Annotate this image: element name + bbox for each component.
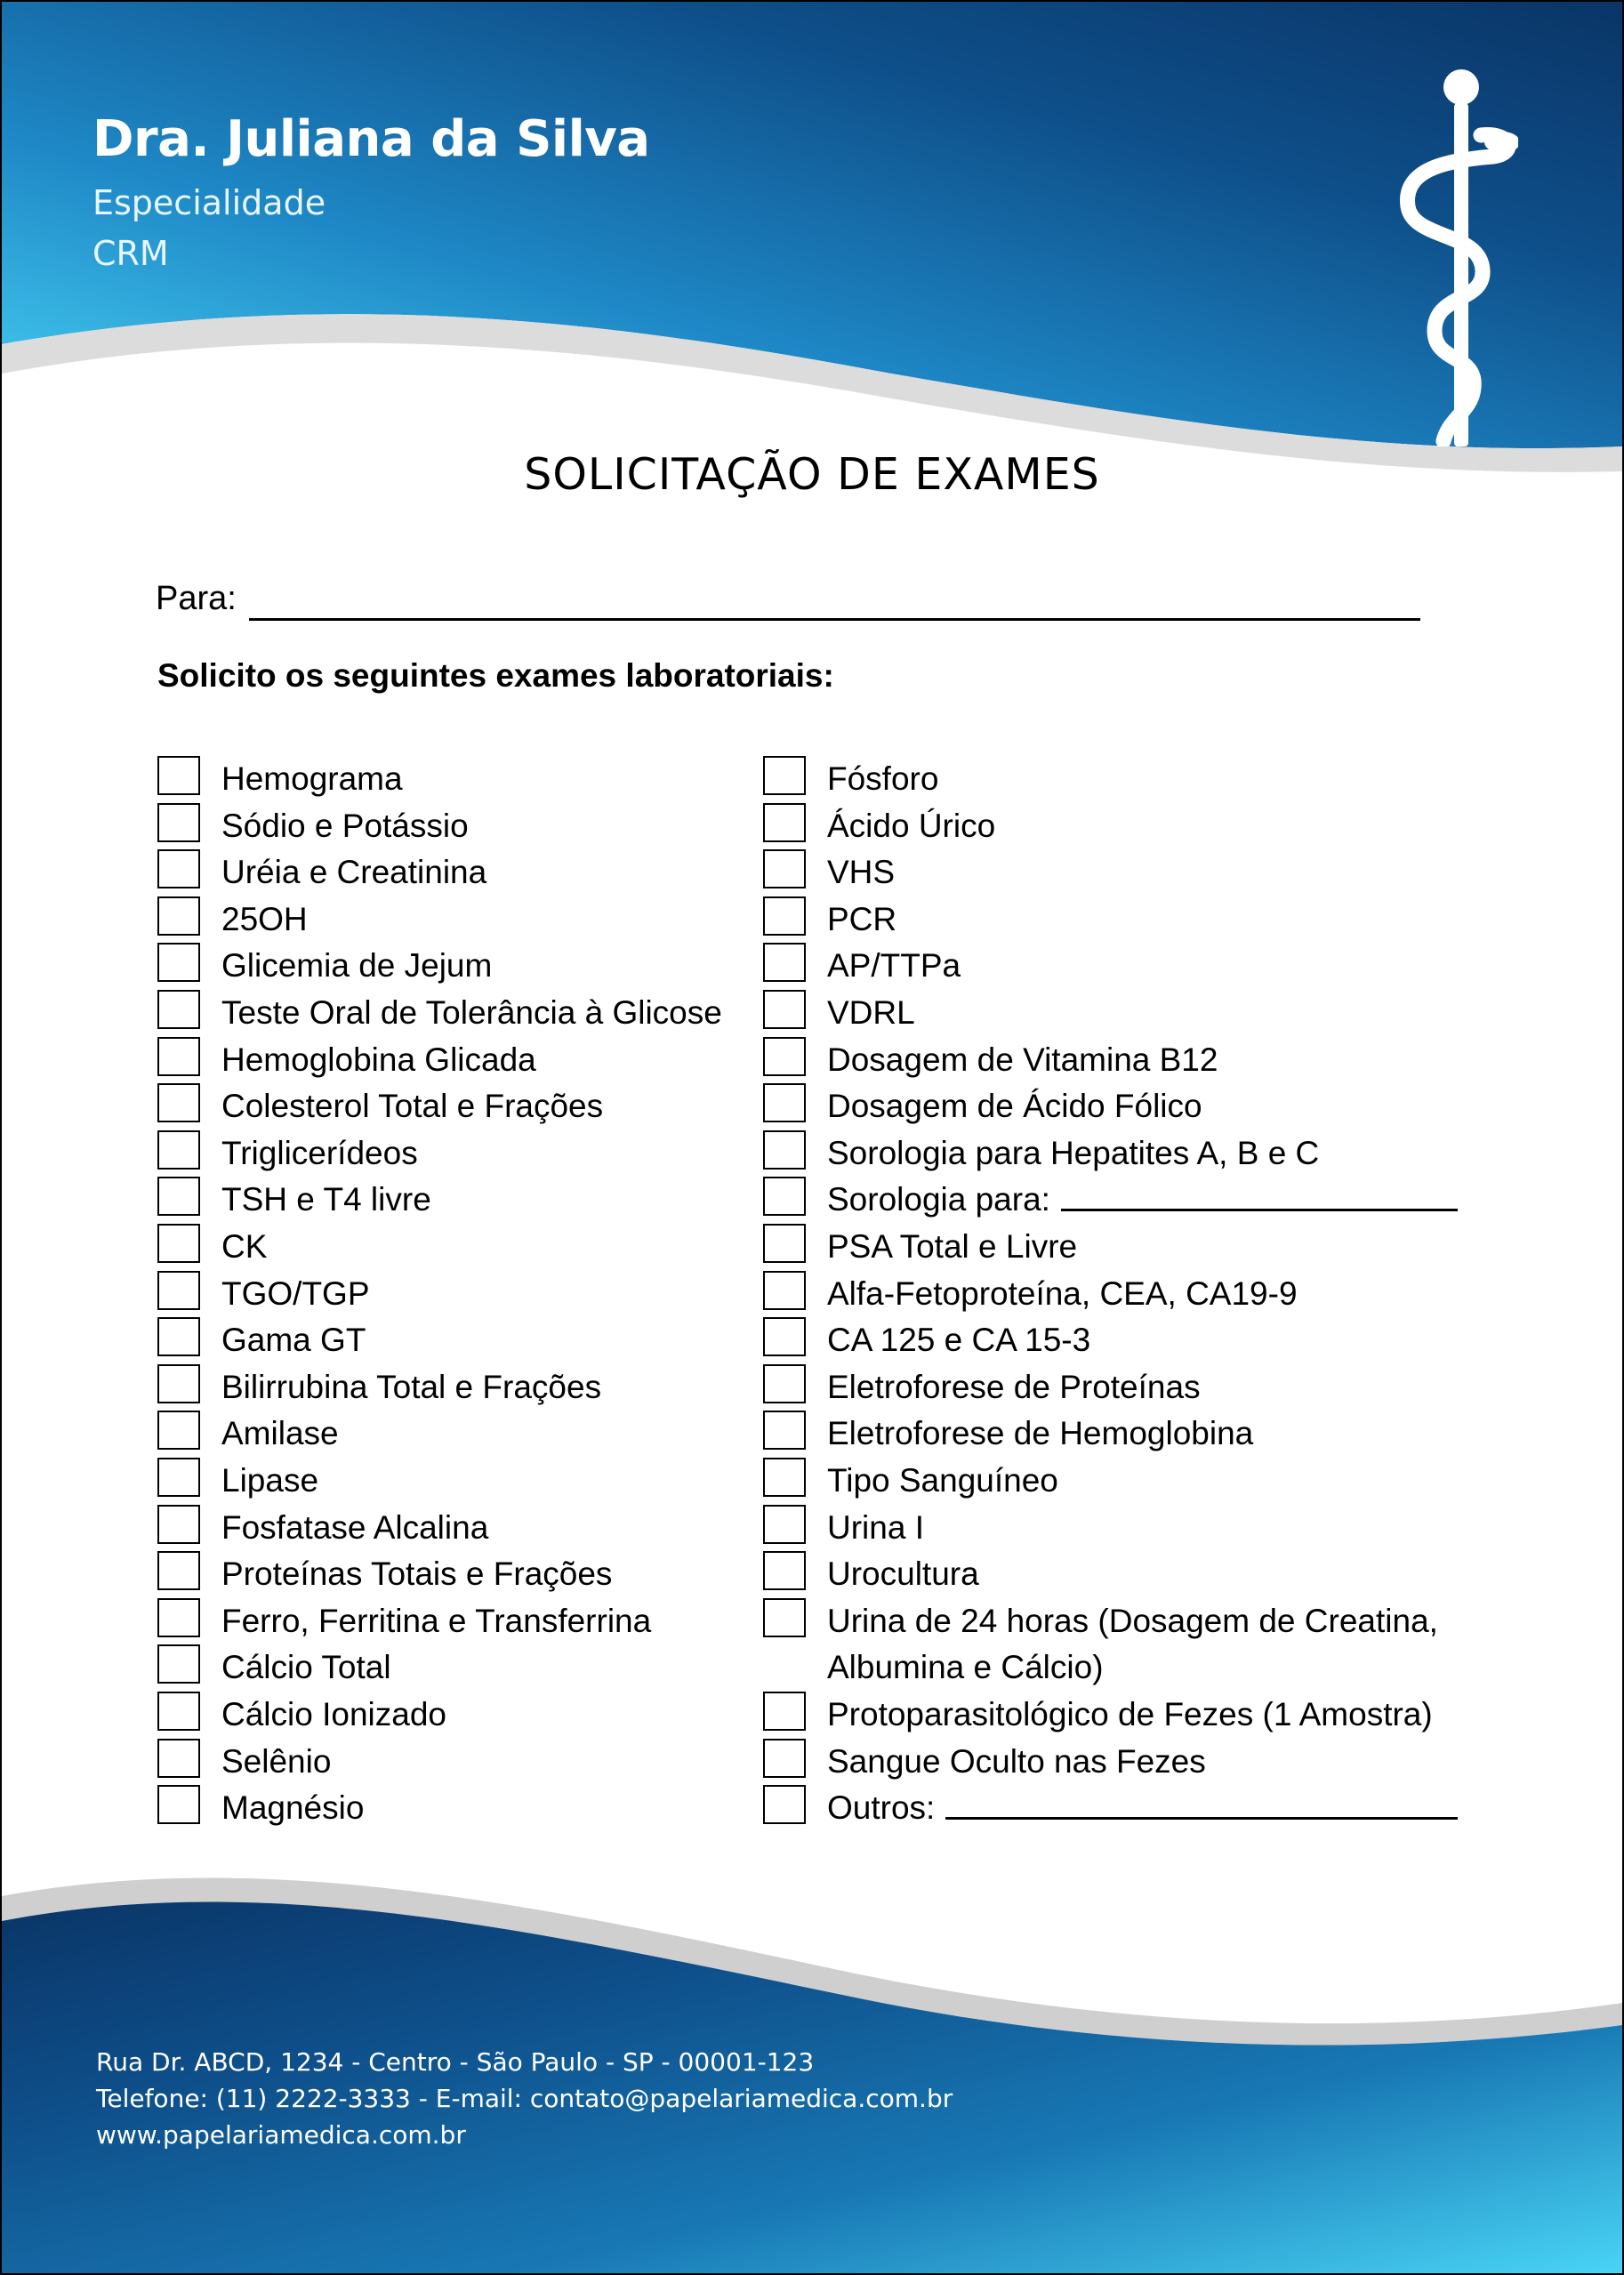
exam-checkbox[interactable] — [763, 1598, 806, 1637]
exam-checkbox[interactable] — [157, 849, 200, 888]
exam-label: Ferro, Ferritina e Transferrina — [221, 1602, 652, 1639]
exam-label: PSA Total e Livre — [827, 1228, 1078, 1265]
exam-checkbox[interactable] — [763, 849, 806, 888]
exam-label: Triglicerídeos — [221, 1134, 418, 1171]
exam-checkbox[interactable] — [157, 1644, 200, 1684]
footer-address: Rua Dr. ABCD, 1234 - Centro - São Paulo - SP - 00001-123 — [96, 2047, 815, 2077]
exam-checkbox[interactable] — [157, 1037, 200, 1076]
exam-label: Colesterol Total e Frações — [221, 1088, 604, 1125]
exam-checkbox[interactable] — [157, 1551, 200, 1590]
exam-label: Uréia e Creatinina — [221, 854, 487, 891]
exam-fill-line[interactable] — [945, 1789, 1458, 1820]
exam-checkbox[interactable] — [763, 1364, 806, 1403]
exam-checkbox[interactable] — [763, 1551, 806, 1590]
exam-label: Selênio — [221, 1742, 332, 1780]
exam-label: Sangue Oculto nas Fezes — [827, 1742, 1206, 1780]
caduceus-icon — [1385, 64, 1518, 446]
exam-label: Sódio e Potássio — [221, 807, 469, 844]
exam-checkbox[interactable] — [763, 803, 806, 842]
exam-label: Urocultura — [827, 1556, 979, 1593]
exam-label: CK — [221, 1228, 268, 1265]
exam-checkbox[interactable] — [157, 1177, 200, 1216]
exam-checkbox[interactable] — [763, 1692, 806, 1731]
exam-checkbox[interactable] — [157, 1317, 200, 1356]
exam-label: Urina de 24 horas (Dosagem de Creatina, — [827, 1602, 1438, 1639]
exam-label: Ácido Úrico — [827, 807, 996, 844]
form-title: SOLICITAÇÃO DE EXAMES — [524, 449, 1100, 500]
exam-checkbox[interactable] — [763, 1505, 806, 1544]
exam-fill-line[interactable] — [1061, 1180, 1458, 1211]
footer-contact: Telefone: (11) 2222-3333 - E-mail: contato@papelariamedica.com.br — [96, 2084, 953, 2113]
exam-checkbox[interactable] — [763, 1177, 806, 1216]
exam-checkbox[interactable] — [763, 1083, 806, 1122]
footer-website: www.papelariamedica.com.br — [96, 2120, 466, 2150]
exam-label: Tipo Sanguíneo — [827, 1462, 1058, 1499]
exam-checkbox[interactable] — [157, 756, 200, 795]
exam-label: Hemograma — [221, 760, 403, 797]
exam-checkbox[interactable] — [763, 1271, 806, 1310]
exam-label: Gama GT — [221, 1322, 366, 1359]
exam-checkbox[interactable] — [763, 1317, 806, 1356]
exam-label: Outros: — [827, 1789, 936, 1827]
exam-label: VDRL — [827, 994, 915, 1031]
exam-label: Fosfatase Alcalina — [221, 1508, 489, 1546]
exam-label: Albumina e Cálcio) — [827, 1649, 1104, 1686]
exam-checkbox[interactable] — [157, 1411, 200, 1450]
exam-checkbox[interactable] — [157, 1692, 200, 1731]
exam-label: CA 125 e CA 15-3 — [827, 1322, 1091, 1359]
exam-checkbox[interactable] — [763, 1785, 806, 1824]
exam-checkbox[interactable] — [157, 1458, 200, 1497]
exam-label: Dosagem de Vitamina B12 — [827, 1041, 1218, 1078]
exam-label: Magnésio — [221, 1789, 365, 1827]
exam-label: PCR — [827, 900, 897, 937]
exam-checkbox[interactable] — [157, 1785, 200, 1824]
exam-checkbox[interactable] — [763, 1458, 806, 1497]
exam-label: Urina I — [827, 1508, 924, 1546]
exam-label: Amilase — [221, 1415, 339, 1452]
exam-checkbox[interactable] — [157, 1739, 200, 1778]
doctor-name: Dra. Juliana da Silva — [92, 110, 650, 168]
exam-label: Cálcio Ionizado — [221, 1696, 446, 1732]
header-wave — [2, 2, 1622, 500]
exam-label: Eletroforese de Proteínas — [827, 1368, 1201, 1405]
exam-label: Teste Oral de Tolerância à Glicose — [221, 994, 722, 1031]
exam-checkbox[interactable] — [157, 1598, 200, 1637]
exam-label: Eletroforese de Hemoglobina — [827, 1415, 1254, 1452]
exam-label: AP/TTPa — [827, 947, 961, 985]
exam-checkbox[interactable] — [157, 990, 200, 1029]
exam-checkbox[interactable] — [763, 990, 806, 1029]
exam-label: Protoparasitológico de Fezes (1 Amostra) — [827, 1696, 1433, 1732]
exam-label: Sorologia para: — [827, 1181, 1050, 1218]
exam-checkbox[interactable] — [763, 1037, 806, 1076]
exam-checkbox[interactable] — [157, 803, 200, 842]
exam-intro: Solicito os seguintes exames laboratoriais: — [157, 657, 834, 694]
exam-label: 25OH — [221, 900, 308, 937]
exam-label: Lipase — [221, 1462, 319, 1499]
exam-checkbox[interactable] — [157, 1364, 200, 1403]
exam-label: Hemoglobina Glicada — [221, 1041, 536, 1078]
para-input-line[interactable] — [249, 618, 1420, 621]
exam-label: Proteínas Totais e Frações — [221, 1556, 613, 1593]
exam-label: TGO/TGP — [221, 1274, 370, 1312]
exam-checkbox[interactable] — [763, 943, 806, 982]
para-label: Para: — [156, 580, 237, 617]
exam-checkbox[interactable] — [763, 1739, 806, 1778]
exam-label: Bilirrubina Total e Frações — [221, 1368, 602, 1405]
exam-label: Sorologia para Hepatites A, B e C — [827, 1134, 1320, 1171]
exam-checkbox[interactable] — [157, 1505, 200, 1544]
exam-label: Dosagem de Ácido Fólico — [827, 1088, 1202, 1125]
exam-checkbox[interactable] — [157, 896, 200, 936]
exam-label: Alfa-Fetoproteína, CEA, CA19-9 — [827, 1274, 1298, 1312]
exam-checkbox[interactable] — [763, 1224, 806, 1263]
exam-label: Cálcio Total — [221, 1649, 391, 1686]
exam-label: Glicemia de Jejum — [221, 947, 493, 985]
exam-checkbox[interactable] — [157, 1271, 200, 1310]
doctor-crm: CRM — [92, 234, 169, 273]
exam-checkbox[interactable] — [157, 1224, 200, 1263]
exam-checkbox[interactable] — [157, 943, 200, 982]
exam-checkbox[interactable] — [157, 1130, 200, 1170]
exam-checkbox[interactable] — [763, 1411, 806, 1450]
doctor-specialty: Especialidade — [92, 183, 326, 222]
exam-label: VHS — [827, 854, 896, 891]
exam-checkbox[interactable] — [763, 896, 806, 936]
exam-label: Fósforo — [827, 760, 939, 797]
exam-checkbox[interactable] — [157, 1083, 200, 1122]
exam-label: TSH e T4 livre — [221, 1181, 431, 1218]
exam-checkbox[interactable] — [763, 756, 806, 795]
exam-checkbox[interactable] — [763, 1130, 806, 1170]
